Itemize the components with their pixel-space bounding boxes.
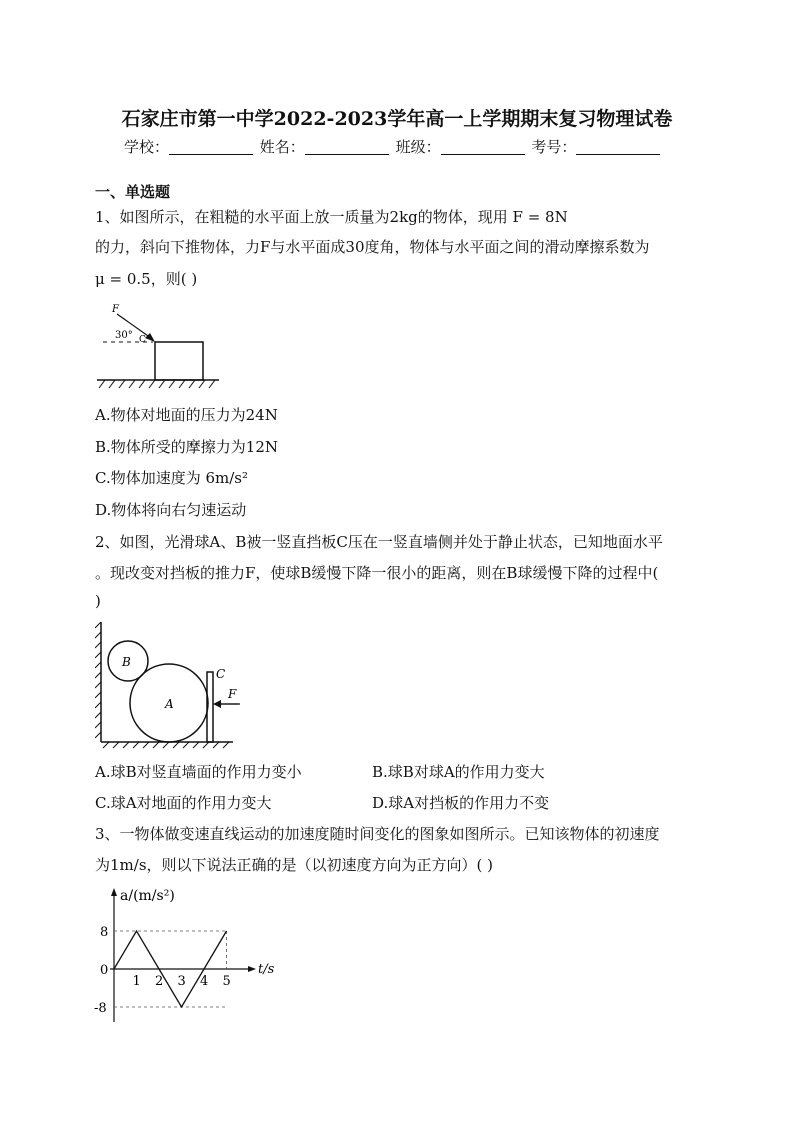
q2-line-2: 。现改变对挡板的推力F，使球B缓慢下降一很小的距离，则在B球缓慢下降的过程中( xyxy=(95,564,659,582)
name-blank[interactable] xyxy=(305,140,389,155)
q1-line-2: 的力，斜向下推物体，力F与水平面成30度角，物体与水平面之间的滑动摩擦系数为 xyxy=(95,238,650,256)
q2-option-c[interactable]: C.球A对地面的作用力变大 xyxy=(95,794,272,812)
q3-line-1: 3、一物体做变速直线运动的加速度随时间变化的图象如图所示。已知该物体的初速度 xyxy=(95,825,660,843)
q1-option-b[interactable]: B.物体所受的摩擦力为12N xyxy=(95,438,279,456)
name-label: 姓名： xyxy=(259,138,305,156)
x-tick-label: 5 xyxy=(222,974,231,989)
x-axis-label: t/s xyxy=(258,962,275,977)
q2-fig-force-label: F xyxy=(228,687,237,701)
q1-option-c[interactable]: C.物体加速度为 6m/s² xyxy=(95,469,249,487)
y-axis-arrow xyxy=(111,888,117,896)
y-tick-label: 8 xyxy=(100,925,109,940)
q1-option-d[interactable]: D.物体将向右匀速运动 xyxy=(95,501,247,519)
q2-line-1: 2、如图，光滑球A、B被一竖直挡板C压在一竖直墙侧并处于静止状态，已知地面水平 xyxy=(95,533,663,551)
y-tick-label: -8 xyxy=(94,1001,107,1016)
q2-fig-ball-a-label: A xyxy=(165,697,174,711)
q1-line-3: μ = 0.5，则( ) xyxy=(95,270,198,288)
q2-line-3: ) xyxy=(95,592,101,610)
y-tick-label: 0 xyxy=(100,963,109,978)
q2-option-a[interactable]: A.球B对竖直墙面的作用力变小 xyxy=(95,763,302,781)
x-tick-label: 2 xyxy=(155,974,164,989)
x-axis-arrow xyxy=(248,966,256,972)
school-blank[interactable] xyxy=(169,140,253,155)
number-blank[interactable] xyxy=(576,140,660,155)
q1-fig-force-label: F xyxy=(112,304,119,315)
class-blank[interactable] xyxy=(441,140,525,155)
q2-figure xyxy=(95,618,240,754)
q1-figure xyxy=(95,300,225,396)
q2-fig-ball-b-label: B xyxy=(122,655,131,669)
q1-fig-point-label: C xyxy=(139,335,146,345)
q2-option-b[interactable]: B.球B对球A的作用力变大 xyxy=(372,763,545,781)
section-heading: 一、单选题 xyxy=(95,183,171,201)
q1-line-1: 1、如图所示，在粗糙的水平面上放一质量为2kg的物体，现用 F = 8N xyxy=(95,208,568,226)
class-label: 班级： xyxy=(395,138,441,156)
q2-fig-board-label: C xyxy=(216,667,226,681)
student-info-line xyxy=(124,136,662,157)
school-label: 学校： xyxy=(124,138,170,156)
q2-option-d[interactable]: D.球A对挡板的作用力不变 xyxy=(372,794,550,812)
q3-chart xyxy=(92,882,292,1031)
q3-line-2: 为1m/s，则以下说法正确的是（以初速度方向为正方向）( ) xyxy=(95,856,493,874)
x-tick-label: 3 xyxy=(177,974,186,989)
x-tick-label: 4 xyxy=(200,974,209,989)
q1-option-a[interactable]: A.物体对地面的压力为24N xyxy=(95,406,278,424)
page-title: 石家庄市第一中学2022-2023学年高一上学期期末复习物理试卷 xyxy=(121,108,673,130)
y-axis-label: a/(m/s²) xyxy=(120,888,175,904)
q1-fig-angle-label: 30° xyxy=(115,330,133,341)
x-tick-label: 1 xyxy=(132,974,141,989)
number-label: 考号： xyxy=(531,138,577,156)
